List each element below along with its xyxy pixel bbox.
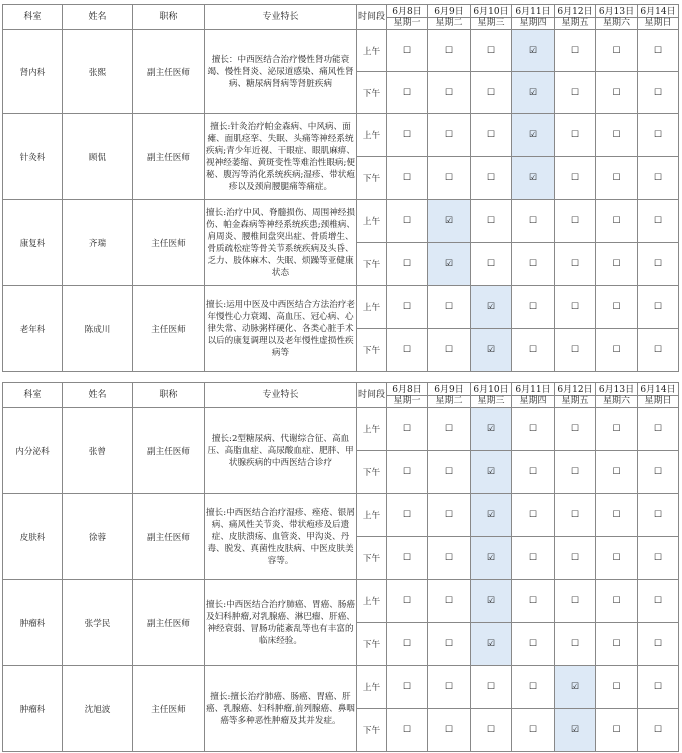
header-weekday: 星期二 (428, 395, 470, 406)
doctor-row (3, 200, 679, 243)
period-cell: 上午 (357, 30, 387, 72)
unchecked-box-icon[interactable]: ☐ (428, 709, 471, 752)
header-weekday: 星期四 (512, 395, 554, 406)
period-cell: 上午 (357, 114, 387, 157)
doctor-title-cell: 副主任医师 (133, 30, 205, 114)
unchecked-box-icon[interactable]: ☐ (471, 200, 512, 243)
unchecked-box-icon[interactable]: ☐ (555, 329, 596, 372)
header-period: 时间段 (357, 383, 387, 408)
unchecked-box-icon[interactable]: ☐ (428, 329, 471, 372)
unchecked-box-icon[interactable]: ☐ (555, 286, 596, 329)
header-weekday: 星期日 (638, 17, 678, 28)
unchecked-box-icon[interactable]: ☐ (596, 72, 638, 114)
unchecked-box-icon[interactable]: ☐ (387, 537, 428, 580)
unchecked-box-icon[interactable]: ☐ (555, 243, 596, 286)
doctor-row (3, 286, 679, 329)
unchecked-box-icon[interactable]: ☐ (638, 709, 679, 752)
checked-box-icon[interactable]: ☑ (512, 157, 555, 200)
unchecked-box-icon[interactable]: ☐ (387, 72, 428, 114)
header-weekday: 星期三 (471, 17, 511, 28)
header-name: 姓名 (63, 383, 133, 408)
unchecked-box-icon[interactable]: ☐ (387, 200, 428, 243)
header-weekday: 星期六 (596, 395, 637, 406)
header-day (512, 5, 555, 30)
header-date: 6月12日 (557, 384, 593, 395)
header-day (596, 5, 638, 30)
doctor-row (3, 580, 679, 623)
header-day (387, 383, 428, 408)
unchecked-box-icon[interactable]: ☐ (638, 494, 679, 537)
checked-box-icon[interactable]: ☑ (428, 200, 471, 243)
unchecked-box-icon[interactable]: ☐ (555, 72, 596, 114)
unchecked-box-icon[interactable]: ☐ (471, 243, 512, 286)
unchecked-box-icon[interactable]: ☐ (555, 114, 596, 157)
unchecked-box-icon[interactable]: ☐ (596, 580, 638, 623)
doctor-row (3, 30, 679, 72)
unchecked-box-icon[interactable]: ☐ (596, 30, 638, 72)
unchecked-box-icon[interactable]: ☐ (638, 537, 679, 580)
header-title: 职称 (133, 5, 205, 30)
period-cell: 下午 (357, 709, 387, 752)
doctor-name-cell: 张曾 (63, 408, 133, 494)
department-cell: 肿瘤科 (3, 580, 63, 666)
unchecked-box-icon[interactable]: ☐ (512, 623, 555, 666)
header-day (428, 383, 471, 408)
period-cell: 上午 (357, 408, 387, 451)
unchecked-box-icon[interactable]: ☐ (555, 580, 596, 623)
unchecked-box-icon[interactable]: ☐ (471, 30, 512, 72)
specialty-cell: 擅长:2型糖尿病、代谢综合征、高血压、高脂血症、高尿酸血症、肥胖、甲状腺疾病的中西医结合诊疗 (205, 408, 357, 494)
doctor-title-cell: 主任医师 (133, 286, 205, 372)
header-weekday: 星期日 (638, 395, 678, 406)
schedule-table-2 (2, 382, 679, 752)
unchecked-box-icon[interactable]: ☐ (512, 200, 555, 243)
unchecked-box-icon[interactable]: ☐ (638, 200, 679, 243)
doctor-row (3, 666, 679, 709)
header-name: 姓名 (63, 5, 133, 30)
unchecked-box-icon[interactable]: ☐ (596, 114, 638, 157)
header-day (555, 5, 596, 30)
header-day (471, 383, 512, 408)
unchecked-box-icon[interactable]: ☐ (428, 580, 471, 623)
unchecked-box-icon[interactable]: ☐ (387, 709, 428, 752)
unchecked-box-icon[interactable]: ☐ (428, 666, 471, 709)
unchecked-box-icon[interactable]: ☐ (512, 666, 555, 709)
unchecked-box-icon[interactable]: ☐ (428, 623, 471, 666)
period-cell: 下午 (357, 537, 387, 580)
header-date: 6月8日 (392, 6, 422, 17)
unchecked-box-icon[interactable]: ☐ (387, 494, 428, 537)
header-weekday: 星期六 (596, 17, 637, 28)
unchecked-box-icon[interactable]: ☐ (471, 709, 512, 752)
checked-box-icon[interactable]: ☑ (555, 709, 596, 752)
header-period: 时间段 (357, 5, 387, 30)
department-cell: 康复科 (3, 200, 63, 286)
unchecked-box-icon[interactable]: ☐ (512, 494, 555, 537)
unchecked-box-icon[interactable]: ☐ (638, 157, 679, 200)
header-weekday: 星期四 (512, 17, 554, 28)
table-separator (0, 372, 682, 380)
checked-box-icon[interactable]: ☑ (428, 243, 471, 286)
unchecked-box-icon[interactable]: ☐ (638, 286, 679, 329)
unchecked-box-icon[interactable]: ☐ (471, 666, 512, 709)
unchecked-box-icon[interactable]: ☐ (387, 408, 428, 451)
doctor-title-cell: 主任医师 (133, 666, 205, 752)
unchecked-box-icon[interactable]: ☐ (387, 157, 428, 200)
unchecked-box-icon[interactable]: ☐ (596, 451, 638, 494)
header-day (428, 5, 471, 30)
specialty-cell: 擅长:擅长治疗肺癌、肠癌、胃癌、肝癌、乳腺癌、妇科肿瘤,前列腺癌、鼻咽癌等多种恶性肿瘤及其并发症。 (205, 666, 357, 752)
unchecked-box-icon[interactable]: ☐ (638, 30, 679, 72)
unchecked-box-icon[interactable]: ☐ (428, 451, 471, 494)
unchecked-box-icon[interactable]: ☐ (638, 114, 679, 157)
unchecked-box-icon[interactable]: ☐ (555, 623, 596, 666)
doctor-name-cell: 张学民 (63, 580, 133, 666)
doctor-name-cell: 顾侃 (63, 114, 133, 200)
unchecked-box-icon[interactable]: ☐ (428, 30, 471, 72)
unchecked-box-icon[interactable]: ☐ (555, 408, 596, 451)
period-cell: 下午 (357, 243, 387, 286)
header-day (638, 383, 679, 408)
period-cell: 上午 (357, 286, 387, 329)
checked-box-icon[interactable]: ☑ (471, 623, 512, 666)
unchecked-box-icon[interactable]: ☐ (387, 451, 428, 494)
unchecked-box-icon[interactable]: ☐ (596, 494, 638, 537)
unchecked-box-icon[interactable]: ☐ (471, 72, 512, 114)
unchecked-box-icon[interactable]: ☐ (512, 286, 555, 329)
header-date: 6月14日 (640, 6, 676, 17)
specialty-cell: 擅长:中西医结合治疗肺癌、胃癌、肠癌及妇科肿瘤,对乳腺癌、淋巴瘤、肝癌、神经衰弱、冒肠功能紊乱等也有丰富的临床经验。 (205, 580, 357, 666)
unchecked-box-icon[interactable]: ☐ (387, 30, 428, 72)
unchecked-box-icon[interactable]: ☐ (428, 494, 471, 537)
header-weekday: 星期五 (555, 17, 595, 28)
unchecked-box-icon[interactable]: ☐ (638, 580, 679, 623)
period-cell: 下午 (357, 72, 387, 114)
doctor-row (3, 408, 679, 451)
period-cell: 下午 (357, 451, 387, 494)
unchecked-box-icon[interactable]: ☐ (638, 623, 679, 666)
unchecked-box-icon[interactable]: ☐ (596, 408, 638, 451)
header-weekday: 星期二 (428, 17, 470, 28)
header-weekday: 星期三 (471, 395, 511, 406)
header-dept: 科室 (3, 5, 63, 30)
doctor-title-cell: 副主任医师 (133, 114, 205, 200)
checked-box-icon[interactable]: ☑ (471, 537, 512, 580)
header-date: 6月10日 (473, 6, 509, 17)
unchecked-box-icon[interactable]: ☐ (555, 30, 596, 72)
unchecked-box-icon[interactable]: ☐ (512, 451, 555, 494)
header-date: 6月12日 (557, 6, 593, 17)
unchecked-box-icon[interactable]: ☐ (428, 72, 471, 114)
unchecked-box-icon[interactable]: ☐ (428, 157, 471, 200)
unchecked-box-icon[interactable]: ☐ (387, 329, 428, 372)
header-day (387, 5, 428, 30)
unchecked-box-icon[interactable]: ☐ (555, 537, 596, 580)
header-title: 职称 (133, 383, 205, 408)
department-cell: 肾内科 (3, 30, 63, 114)
unchecked-box-icon[interactable]: ☐ (387, 623, 428, 666)
doctor-name-cell: 陈成川 (63, 286, 133, 372)
unchecked-box-icon[interactable]: ☐ (596, 200, 638, 243)
doctor-row (3, 114, 679, 157)
department-cell: 老年科 (3, 286, 63, 372)
header-weekday: 星期一 (387, 395, 427, 406)
checked-box-icon[interactable]: ☑ (471, 329, 512, 372)
period-cell: 上午 (357, 494, 387, 537)
unchecked-box-icon[interactable]: ☐ (428, 408, 471, 451)
header-date: 6月11日 (515, 384, 551, 395)
unchecked-box-icon[interactable]: ☐ (512, 709, 555, 752)
period-cell: 上午 (357, 580, 387, 623)
unchecked-box-icon[interactable]: ☐ (638, 329, 679, 372)
checked-box-icon[interactable]: ☑ (512, 72, 555, 114)
unchecked-box-icon[interactable]: ☐ (596, 709, 638, 752)
doctor-name-cell: 张熙 (63, 30, 133, 114)
header-spec: 专业特长 (205, 5, 357, 30)
specialty-cell: 擅长：中西医结合治疗慢性肾功能衰竭、慢性肾炎、泌尿道感染、痛风性肾病、糖尿病肾病等肾脏疾病 (205, 30, 357, 114)
unchecked-box-icon[interactable]: ☐ (387, 286, 428, 329)
unchecked-box-icon[interactable]: ☐ (638, 72, 679, 114)
header-day (596, 383, 638, 408)
unchecked-box-icon[interactable]: ☐ (596, 537, 638, 580)
period-cell: 下午 (357, 329, 387, 372)
unchecked-box-icon[interactable]: ☐ (471, 157, 512, 200)
unchecked-box-icon[interactable]: ☐ (596, 623, 638, 666)
specialty-cell: 擅长:运用中医及中西医结合方法治疗老年慢性心力衰竭、高血压、冠心病、心律失常、动脉粥样硬化、各类心脏手术以后的康复调理以及老年慢性虚损性疾病等 (205, 286, 357, 372)
doctor-title-cell: 主任医师 (133, 200, 205, 286)
unchecked-box-icon[interactable]: ☐ (387, 243, 428, 286)
unchecked-box-icon[interactable]: ☐ (512, 580, 555, 623)
unchecked-box-icon[interactable]: ☐ (512, 243, 555, 286)
department-cell: 内分泌科 (3, 408, 63, 494)
header-weekday: 星期一 (387, 17, 427, 28)
period-cell: 上午 (357, 200, 387, 243)
doctor-name-cell: 徐蓉 (63, 494, 133, 580)
doctor-name-cell: 齐瑞 (63, 200, 133, 286)
unchecked-box-icon[interactable]: ☐ (512, 408, 555, 451)
checked-box-icon[interactable]: ☑ (471, 451, 512, 494)
doctor-title-cell: 副主任医师 (133, 580, 205, 666)
header-date: 6月13日 (598, 384, 635, 395)
header-day (512, 383, 555, 408)
unchecked-box-icon[interactable]: ☐ (555, 451, 596, 494)
unchecked-box-icon[interactable]: ☐ (596, 329, 638, 372)
header-date: 6月9日 (434, 6, 464, 17)
checked-box-icon[interactable]: ☑ (471, 580, 512, 623)
unchecked-box-icon[interactable]: ☐ (471, 114, 512, 157)
header-date: 6月9日 (434, 384, 464, 395)
department-cell: 针灸科 (3, 114, 63, 200)
unchecked-box-icon[interactable]: ☐ (387, 114, 428, 157)
header-date: 6月10日 (473, 384, 509, 395)
checked-box-icon[interactable]: ☑ (471, 408, 512, 451)
header-weekday: 星期五 (555, 395, 595, 406)
checked-box-icon[interactable]: ☑ (471, 494, 512, 537)
header-date: 6月8日 (392, 384, 422, 395)
unchecked-box-icon[interactable]: ☐ (387, 580, 428, 623)
doctor-row (3, 494, 679, 537)
doctor-title-cell: 副主任医师 (133, 408, 205, 494)
header-day (555, 383, 596, 408)
header-day (638, 5, 679, 30)
unchecked-box-icon[interactable]: ☐ (387, 666, 428, 709)
unchecked-box-icon[interactable]: ☐ (428, 114, 471, 157)
unchecked-box-icon[interactable]: ☐ (555, 157, 596, 200)
doctor-title-cell: 副主任医师 (133, 494, 205, 580)
header-date: 6月11日 (515, 6, 551, 17)
unchecked-box-icon[interactable]: ☐ (596, 286, 638, 329)
specialty-cell: 擅长:针灸治疗帕金森病、中风病、面瘫、面肌痉挛、失眠、头痛等神经系统疾病;青少年近视、干眼症、眼肌麻痹、视神经萎缩、黄斑变性等难治性眼病;便秘、腹泻等消化系统疾病;湿疹、带状疱疹以及颈肩腰腿痛等痛症。 (205, 114, 357, 200)
unchecked-box-icon[interactable]: ☐ (555, 200, 596, 243)
unchecked-box-icon[interactable]: ☐ (512, 329, 555, 372)
specialty-cell: 擅长:中西医结合治疗湿疹、痤疮、银屑病、痛风性关节炎、带状疱疹及后遗症、皮肤溃疡、血管炎、甲沟炎、丹毒、脱发、真菌性皮肤病、中医皮肤美容等。 (205, 494, 357, 580)
unchecked-box-icon[interactable]: ☐ (638, 243, 679, 286)
checked-box-icon[interactable]: ☑ (555, 666, 596, 709)
unchecked-box-icon[interactable]: ☐ (596, 243, 638, 286)
unchecked-box-icon[interactable]: ☐ (638, 408, 679, 451)
unchecked-box-icon[interactable]: ☐ (512, 537, 555, 580)
header-dept: 科室 (3, 383, 63, 408)
header-date: 6月13日 (598, 6, 635, 17)
unchecked-box-icon[interactable]: ☐ (555, 494, 596, 537)
period-cell: 下午 (357, 623, 387, 666)
unchecked-box-icon[interactable]: ☐ (596, 157, 638, 200)
unchecked-box-icon[interactable]: ☐ (638, 451, 679, 494)
unchecked-box-icon[interactable]: ☐ (596, 666, 638, 709)
checked-box-icon[interactable]: ☑ (471, 286, 512, 329)
header-day (471, 5, 512, 30)
period-cell: 下午 (357, 157, 387, 200)
checked-box-icon[interactable]: ☑ (512, 30, 555, 72)
checked-box-icon[interactable]: ☑ (512, 114, 555, 157)
specialty-cell: 擅长:治疗中风、脊髓损伤、周围神经损伤、帕金森病等神经系统疾患;颈椎病、肩周炎、腰椎间盘突出症、骨质增生、骨质疏松症等骨关节系统疾病及头昏、乏力、肢体麻木、失眠、烦躁等亚健康状态 (205, 200, 357, 286)
schedule-table-1 (2, 4, 679, 372)
header-date: 6月14日 (640, 384, 676, 395)
department-cell: 肿瘤科 (3, 666, 63, 752)
period-cell: 上午 (357, 666, 387, 709)
unchecked-box-icon[interactable]: ☐ (428, 537, 471, 580)
header-spec: 专业特长 (205, 383, 357, 408)
unchecked-box-icon[interactable]: ☐ (638, 666, 679, 709)
unchecked-box-icon[interactable]: ☐ (428, 286, 471, 329)
department-cell: 皮肤科 (3, 494, 63, 580)
doctor-name-cell: 沈旭波 (63, 666, 133, 752)
